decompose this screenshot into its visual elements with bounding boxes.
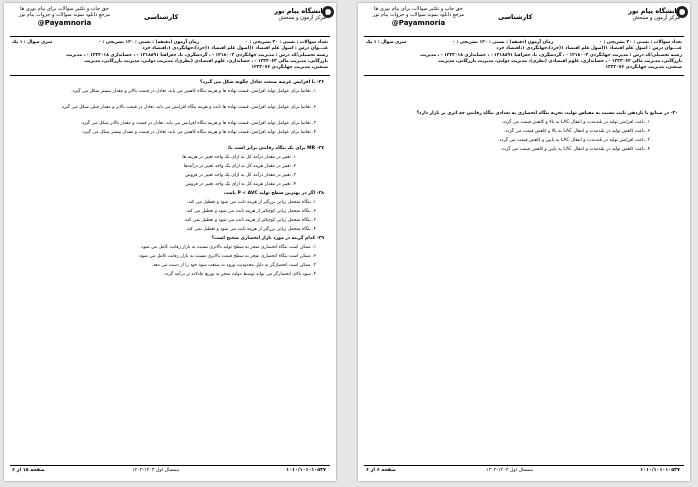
question-title: ۳۰- در صنایع با بازدهی ثابت نسبت به مقیاس تولید، تجزیه بنگاه انحصاری به تعدادی بنگاه رقابتی چه اثری بر بازار دارد؟ [416, 111, 678, 116]
exam-meta [366, 40, 682, 71]
header-divider [10, 36, 330, 37]
term-label: نیمسال اول ۱۴۰۳-۱۴۰۲ [132, 468, 180, 473]
answer-option[interactable]: ۱. تقاضا برای عوامل تولید افزایش، قیمت نهاده ها و هزینه بنگاه کاهش می یابد، تعادل در قیمت بالاتر و مقدار بیشتر شکل می گیرد. [71, 89, 316, 94]
question-count: تعداد سوالات : تستی : ۳۰ تشریحی : ۰ [245, 40, 328, 45]
answer-option[interactable]: ۳. تقاضا برای عوامل تولید افزایش، قیمت نهاده ها و هزینه بنگاه افزایش می یابد، تعادل در قیمت و مقدار بالاتر شکل می گیرد. [80, 121, 316, 126]
exam-meta [12, 40, 328, 71]
answer-option[interactable]: ۳. باعث افزایش تولید در بلندمدت و انتقال LAC به پایین و کاهش قیمت می گردد. [497, 138, 650, 143]
answer-option[interactable]: ۲. تغییر در مقدار هزینه کل به ازای یک واحد تغییر در درآمدها [183, 164, 296, 169]
questions-right [368, 111, 678, 156]
course-title: عنـــوان درس : اصول علم اقتصاد ۱(اصول علم اقتصاد ۱(خرد)،جهانگردی ۱،اقتصاد خرد [142, 46, 328, 52]
answer-option[interactable]: ۱. ممکن است بنگاه انحصاری منجر به سطح تولید بالاتری نسبت به بازار رقابت کامل می شود. [140, 245, 316, 250]
field-line-1: رشته تحصیلی/کد درس : مدیریت جهانگردی ۱۲۱۸۰۰۳ - ، گردشگری، تا، جغرافیا ۱۲۱۸۸۹۱ - ، حسابداری ۱۲۲۲۰۱۸ - ، مدیریت [66, 52, 328, 58]
exam-time: زمان آزمون (دقیقه) : تستی : ۱۲۰ تشریحی : ۰ [452, 40, 554, 45]
answer-option[interactable]: ۲. باعث کاهش تولید در بلندمدت و انتقال LAC به بالا و کاهش قیمت می گردد. [503, 129, 650, 134]
university-sub: مرکز آزمون و سنجش [278, 15, 326, 21]
question-title: ۲۹- کدام گزینه در مورد بازار انحصاری صحیح است؟ [211, 236, 324, 241]
answer-option[interactable]: ۴. سود بالای انحصارگر می تواند توسط دولت منجر به توزیع عادلانه تر درآمد گردد. [163, 272, 316, 277]
question-title: ۲۸- اگر در بهترین سطح تولید P < AVC باشد، [223, 191, 324, 196]
university-block [216, 7, 326, 21]
university-block [570, 7, 680, 21]
footer-divider [10, 465, 330, 466]
site-watermark [366, 6, 471, 27]
site-line-2: مرجع دانلود نمونه سوالات و جزوات پیام نور [372, 12, 465, 18]
answer-option[interactable]: ۲. بنگاه متحمل زیانی کوچکتر از هزینه ثابت می شود و تعطیل می کند. [185, 209, 316, 214]
field-line-2: بازرگانی، مدیریت مالی ۱۲۲۲۰۶۲ - ، حسابداری، علوم اقتصادی (نظری)، مدیریت دولتی، مدیریت بازرگانی، مدیریت [84, 58, 328, 64]
page-number: صفحه ۶ از ۶ [366, 468, 396, 473]
degree-title: کارشناسی [498, 13, 533, 21]
question-30 [368, 111, 678, 153]
question-count: تعداد سوالات : تستی : ۳۰ تشریحی : ۰ [599, 40, 682, 45]
question-26 [14, 80, 324, 136]
answer-option[interactable]: ۴. تغییر در مقدار هزینه کل به ازای یک واحد تغییر در فروش [185, 182, 296, 187]
series-number: سری سوال : ۱ یک [366, 40, 407, 45]
answer-option[interactable]: ۲. ممکن است بنگاه انحصاری منجر به سطح قیمت بالاتری نسبت به بازار رقابت کامل می شود. [138, 254, 316, 259]
site-line-1: حق چاپ و تکثیر سوالات برای پیام نوری ها [20, 6, 109, 12]
course-title: عنـــوان درس : اصول علم اقتصاد ۱(اصول علم اقتصاد ۱(خرد)،جهانگردی ۱،اقتصاد خرد [496, 46, 682, 52]
question-27 [14, 146, 324, 188]
answer-option[interactable]: ۲. تقاضا برای عوامل تولید افزایش، قیمت نهاده ها ثابت و هزینه بنگاه افزایش می یابد، تعادل در قیمت بالاتر و مقدار قبلی شکل می گیرد. [60, 105, 316, 110]
question-29 [14, 236, 324, 278]
page-header [358, 3, 690, 33]
question-28 [14, 191, 324, 233]
site-brand: @Payamnoria [37, 19, 92, 27]
university-sub: مرکز آزمون و سنجش [632, 15, 680, 21]
site-watermark [12, 6, 117, 27]
university-name: دانشگاه پیام نور [628, 7, 680, 15]
answer-option[interactable]: ۴. بنگاه متحمل زیانی بزرگتر از هزینه ثابت می شود و تعطیل نمی کند. [185, 227, 316, 232]
exam-code: ۱۰۱۰/۱۰۱۰۱۰۵۳۷ [640, 468, 680, 473]
answer-option[interactable]: ۱. باعث افزایش تولید در بلندمدت و انتقال LAC به بالا و کاهش قیمت می گردد. [501, 120, 650, 125]
answer-option[interactable]: ۴. تقاضا برای عوامل تولید افزایش، قیمت نهاده ها و هزینه بنگاه کاهش می یابد، تعادل در قیمت و مقدار بیشتر شکل می گیرد. [81, 130, 316, 135]
meta-divider [364, 75, 684, 76]
footer-divider [364, 465, 684, 466]
answer-option[interactable]: ۴. باعث کاهش تولید در بلندمدت و انتقال LAC به پایین و کاهش قیمت می گردد. [500, 147, 650, 152]
answer-option[interactable]: ۱. تغییر در مقدار درآمد کل به ازای یک واحد تغییر در هزینه ها [182, 155, 296, 160]
question-title: ۲۶- با افزایش عرضه صنعت تعادل چگونه شکل می گیرد؟ [200, 80, 324, 85]
exam-time: زمان آزمون (دقیقه) : تستی : ۱۲۰ تشریحی : ۰ [98, 40, 200, 45]
page-footer [366, 468, 682, 476]
meta-divider [10, 75, 330, 76]
exam-page-left [4, 3, 336, 481]
site-brand: @Payamnoria [391, 19, 446, 27]
exam-page-right [358, 3, 690, 481]
exam-code: ۱۰۱۰/۱۰۱۰۱۰۵۳۷ [286, 468, 326, 473]
question-title: ۲۷- MR برای یک بنگاه رقابتی برابر است با: [227, 146, 324, 151]
university-name: دانشگاه پیام نور [274, 7, 326, 15]
field-line-3: صنعتی، مدیریت جهانگردی ۱۲۲۲۰۷۶ [605, 65, 682, 71]
questions-left [14, 80, 324, 281]
page-number: صفحه ۱۵ از ۶ [12, 468, 45, 473]
answer-option[interactable]: ۳. ممکن است انحصارگر به دلیل محدودیت ورود به صنعت سود خود را از دست می دهد. [151, 263, 316, 268]
answer-option[interactable]: ۳. بنگاه متحمل زیانی کوچکتر از هزینه ثابت می شود و تعطیل نمی کند. [183, 218, 316, 223]
field-line-2: بازرگانی، مدیریت مالی ۱۲۲۲۰۶۲ - ، حسابداری، علوم اقتصادی (نظری)، مدیریت دولتی، مدیریت بازرگانی، مدیریت [438, 58, 682, 64]
site-line-2: مرجع دانلود نمونه سوالات و جزوات پیام نور [18, 12, 111, 18]
page-header [4, 3, 336, 33]
degree-title: کارشناسی [144, 13, 179, 21]
field-line-1: رشته تحصیلی/کد درس : مدیریت جهانگردی ۱۲۱۸۰۰۳ - ، گردشگری، تا، جغرافیا ۱۲۱۸۸۹۱ - ، حسابداری ۱۲۲۲۰۱۸ - ، مدیریت [420, 52, 682, 58]
header-divider [364, 36, 684, 37]
series-number: سری سوال : ۱ یک [12, 40, 53, 45]
field-line-3: صنعتی، مدیریت جهانگردی ۱۲۲۲۰۷۶ [251, 65, 328, 71]
term-label: نیمسال اول ۱۴۰۳-۱۴۰۲ [486, 468, 534, 473]
answer-option[interactable]: ۳. تغییر در مقدار درآمد کل به ازای یک واحد تغییر در فروش [185, 173, 296, 178]
page-footer [12, 468, 328, 476]
site-line-1: حق چاپ و تکثیر سوالات برای پیام نوری ها [374, 6, 463, 12]
answer-option[interactable]: ۱. بنگاه متحمل زیانی بزرگتر از هزینه ثابت می شود و تعطیل می کند. [186, 200, 316, 205]
